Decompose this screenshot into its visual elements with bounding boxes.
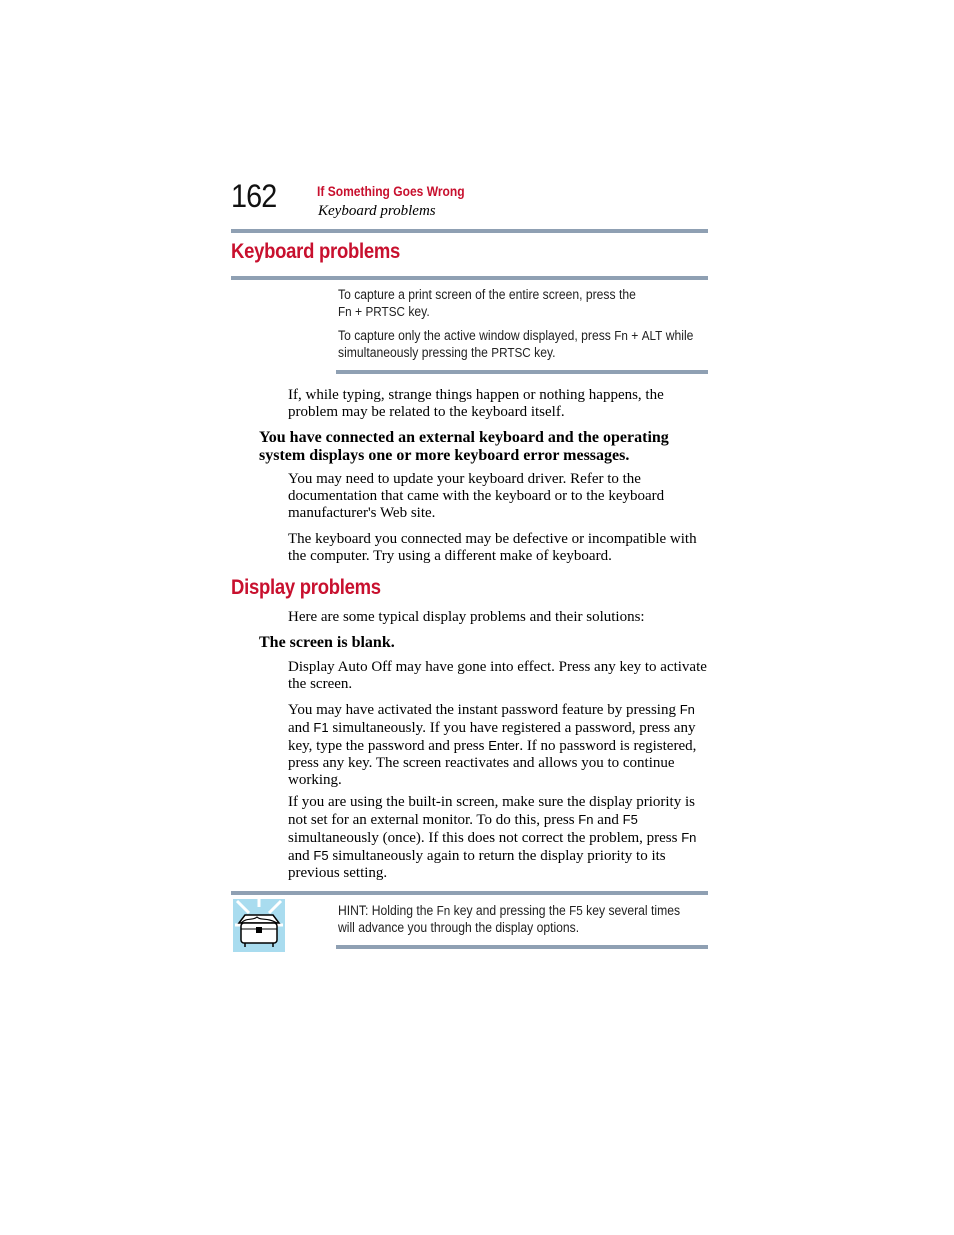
note-paragraph: To capture a print screen of the entire screen, press the Fn + PRTSC key. [338, 287, 636, 319]
key-fn: Fn [614, 328, 628, 343]
display-para-1: Display Auto Off may have gone into effect. Press any key to activate the screen. [288, 659, 707, 692]
note-paragraph: To capture only the active window displayed, press Fn + ALT while simultaneously pressing the PRTSC key. [338, 328, 694, 360]
running-header-section: Keyboard problems [318, 203, 436, 219]
keyboard-para-2: The keyboard you connected may be defective or incompatible with the computer. Try using a different make of keyboard. [288, 531, 697, 564]
key-enter: Enter [488, 738, 520, 753]
hint-bottom-rule [336, 945, 708, 949]
key-fn: Fn [338, 304, 352, 319]
section-title-display: Display problems [231, 576, 381, 599]
treasure-chest-icon [233, 899, 285, 952]
hint-top-rule [231, 891, 708, 895]
keyboard-para-1: You may need to update your keyboard driver. Refer to the documentation that came with the keyboard or to the keyboard manufacturer's Web site. [288, 471, 665, 521]
key-alt: ALT [641, 328, 663, 343]
key-f5: F5 [313, 848, 329, 863]
keyboard-intro: If, while typing, strange things happen or nothing happens, the problem may be related to the keyboard itself. [288, 387, 664, 420]
key-fn: Fn [578, 812, 594, 827]
issue-heading-external-keyboard: You have connected an external keyboard and the operating system displays one or more keyboard error messages. [259, 429, 669, 464]
issue-heading-blank-screen: The screen is blank. [259, 634, 395, 651]
key-f5: F5 [569, 903, 583, 918]
display-para-3: If you are using the built-in screen, make sure the display priority is not set for an external monitor. To do this, press Fn and F5 simultaneously (once). If this does not correct the problem, press Fn and F5 simultaneously again to return the display priority to its previous setting. [288, 794, 697, 881]
key-f1: F1 [313, 720, 329, 735]
section-rule [231, 276, 708, 280]
key-prtsc: PRTSC [365, 304, 405, 319]
key-fn: Fn [679, 702, 695, 717]
note-bottom-rule [336, 370, 708, 374]
top-rule [231, 229, 708, 233]
key-fn: Fn [681, 830, 697, 845]
running-header-chapter: If Something Goes Wrong [317, 183, 465, 199]
page-number: 162 [231, 178, 277, 214]
key-prtsc: PRTSC [491, 345, 531, 360]
section-title-keyboard: Keyboard problems [231, 240, 401, 263]
display-intro: Here are some typical display problems and their solutions: [288, 609, 645, 625]
hint-text: HINT: Holding the Fn key and pressing the F5 key several times will advance you through the display options. [338, 903, 681, 935]
note-box [338, 286, 694, 368]
key-fn: Fn [436, 903, 451, 918]
key-f5: F5 [622, 812, 638, 827]
display-para-2: You may have activated the instant password feature by pressing Fn and F1 simultaneously. If you have registered a password, press any key, type the password and press Enter. If no password is registered, press any key. The screen reactivates and allows you to continue working. [288, 702, 697, 788]
